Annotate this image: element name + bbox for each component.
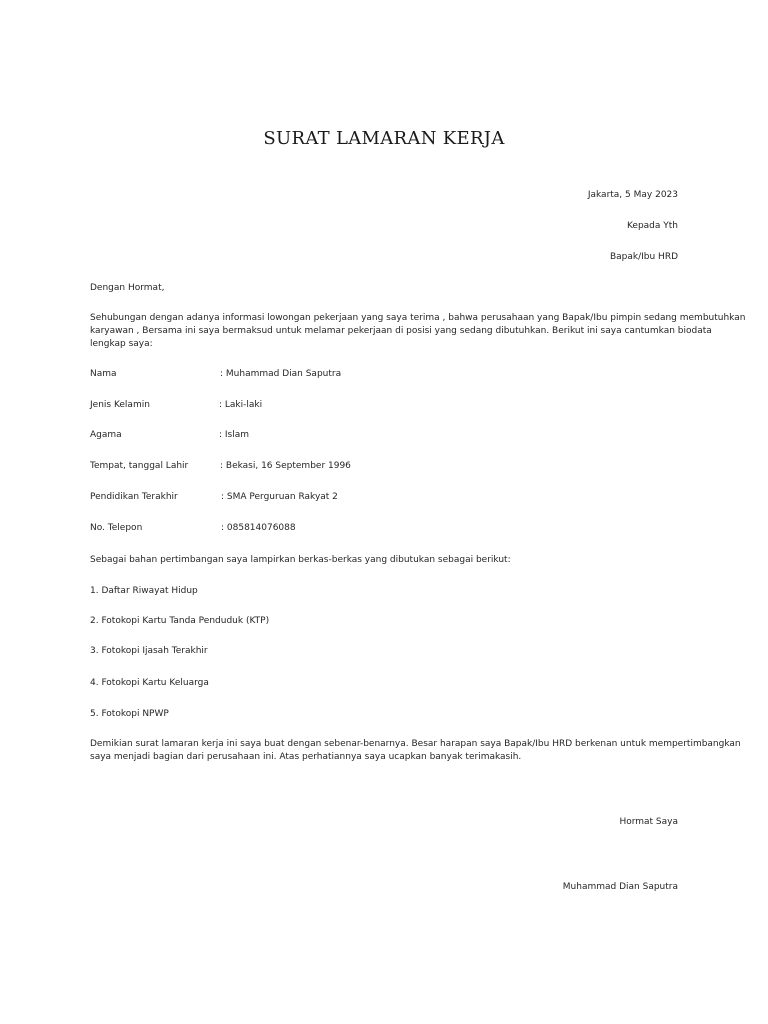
biodata-label: Jenis Kelamin xyxy=(90,400,150,410)
closing-line-1: Demikian surat lamaran kerja ini saya buat dengan sebenar-benarnya. Besar harapan saya Bapak/Ibu HRD berkenan untuk mempertimbangkan xyxy=(90,739,741,749)
biodata-label: No. Telepon xyxy=(90,523,143,533)
intro-line-2: karyawan , Bersama ini saya bermaksud untuk melamar pekerjaan di posisi yang sedang dibutuhkan. Berikut ini saya cantumkan biodata xyxy=(90,326,712,336)
attachment-item: 2. Fotokopi Kartu Tanda Penduduk (KTP) xyxy=(90,616,270,626)
attachment-item: 5. Fotokopi NPWP xyxy=(90,709,169,719)
biodata-label: Tempat, tanggal Lahir xyxy=(90,461,189,471)
greeting: Dengan Hormat, xyxy=(90,283,165,293)
biodata-row-gender xyxy=(90,400,263,410)
intro-line-1: Sehubungan dengan adanya informasi lowongan pekerjaan yang saya terima , bahwa perusahaan yang Bapak/Ibu pimpin sedang membutuhkan xyxy=(90,313,746,323)
biodata-row-religion xyxy=(90,430,250,440)
letter-title: SURAT LAMARAN KERJA xyxy=(263,128,505,149)
attachments-intro: Sebagai bahan pertimbangan saya lampirkan berkas-berkas yang dibutukan sebagai berikut: xyxy=(90,555,511,565)
recipient-line-2: Bapak/Ibu HRD xyxy=(609,252,678,262)
attachment-item: 4. Fotokopi Kartu Keluarga xyxy=(90,678,209,688)
sign-off: Hormat Saya xyxy=(619,817,678,827)
biodata-row-education xyxy=(90,492,338,502)
biodata-value: : Islam xyxy=(219,430,250,440)
attachment-item: 1. Daftar Riwayat Hidup xyxy=(90,586,198,596)
intro-line-3: lengkap saya: xyxy=(90,339,153,349)
recipient-line-1: Kepada Yth xyxy=(626,221,678,231)
biodata-value: : Muhammad Dian Saputra xyxy=(220,369,342,379)
biodata-label: Agama xyxy=(90,430,122,440)
biodata-row-phone xyxy=(90,523,296,533)
biodata-row-name xyxy=(90,369,342,379)
signature-name: Muhammad Dian Saputra xyxy=(562,882,678,892)
biodata-value: : Bekasi, 16 September 1996 xyxy=(220,461,351,471)
letter-date: Jakarta, 5 May 2023 xyxy=(587,190,678,200)
biodata-label: Pendidikan Terakhir xyxy=(90,492,178,502)
biodata-value: : SMA Perguruan Rakyat 2 xyxy=(221,492,338,502)
closing-line-2: saya menjadi bagian dari perusahaan ini. Atas perhatiannya saya ucapkan banyak terimakasih. xyxy=(90,752,522,762)
biodata-value: : Laki-laki xyxy=(219,400,263,410)
biodata-label: Nama xyxy=(90,369,117,379)
biodata-value: : 085814076088 xyxy=(221,523,296,533)
attachment-item: 3. Fotokopi Ijasah Terakhir xyxy=(90,646,208,656)
biodata-row-birth xyxy=(90,461,351,471)
